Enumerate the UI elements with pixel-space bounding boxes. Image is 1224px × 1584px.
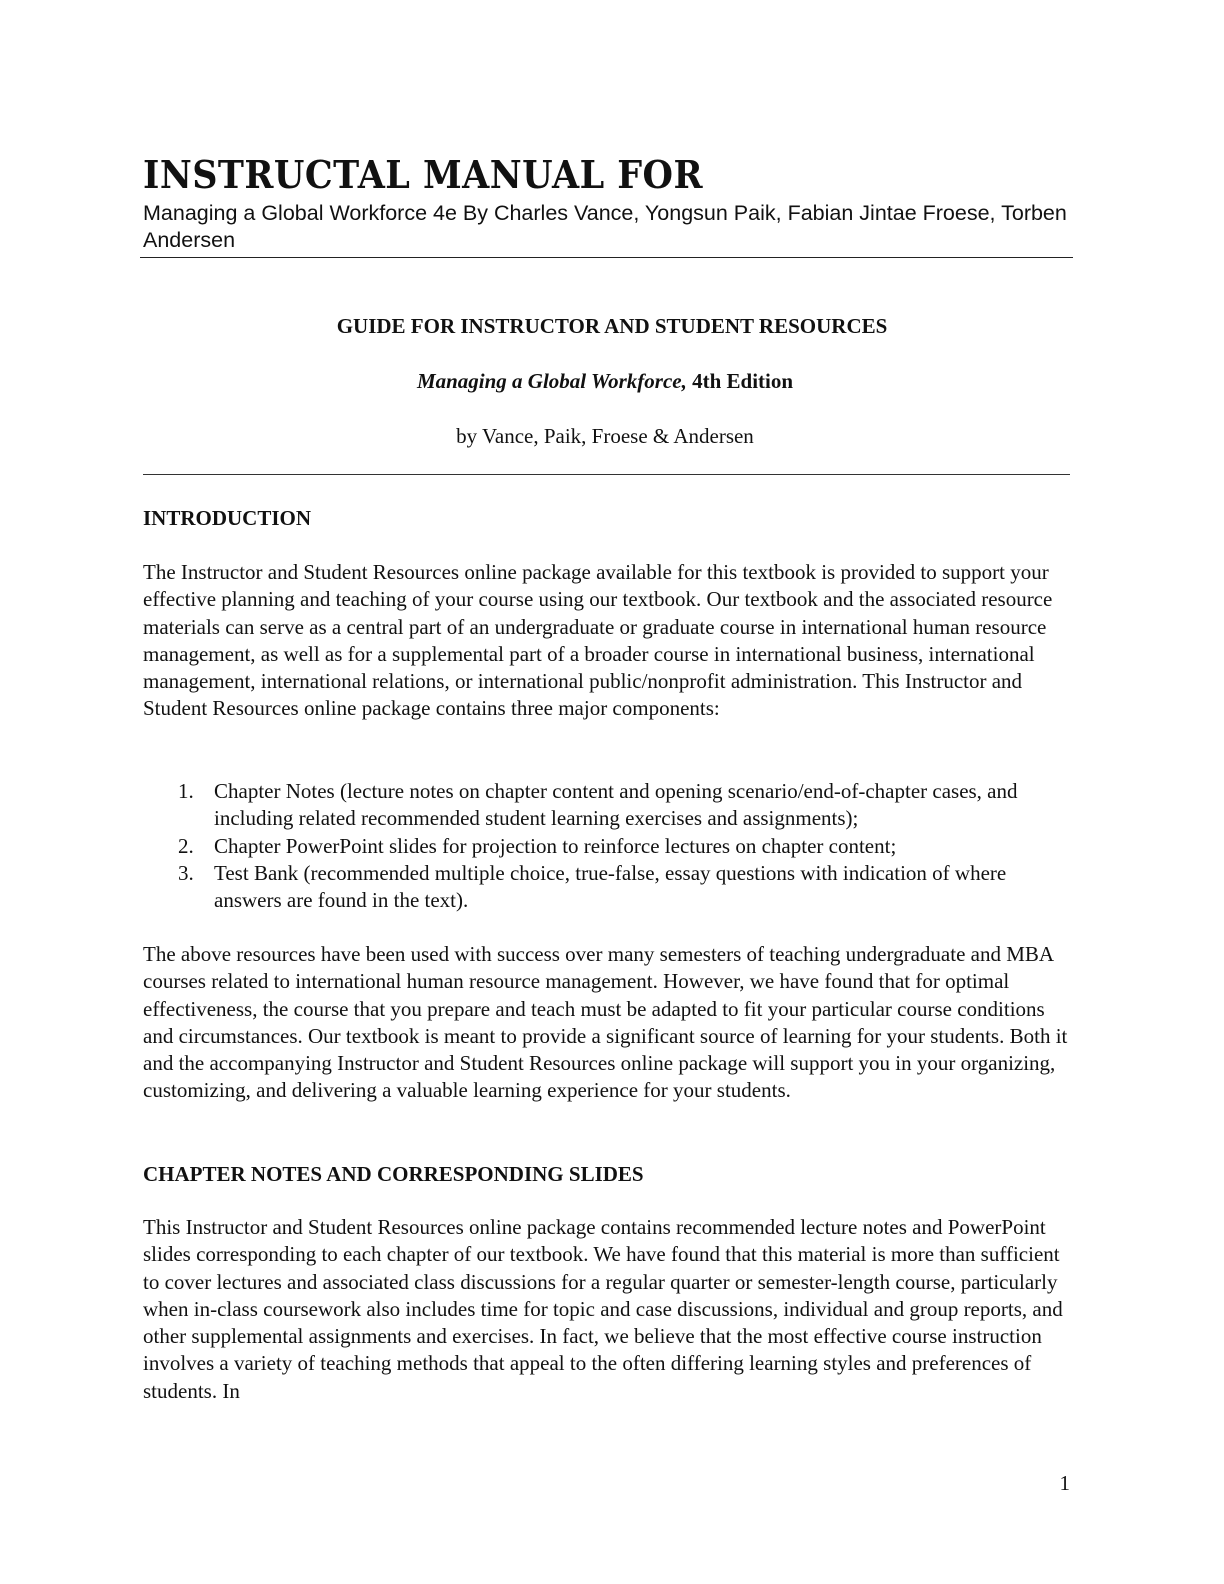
chapter-notes-paragraph: This Instructor and Student Resources online package contains recommended lecture notes and PowerPoint slides corresponding to each chapter of our textbook. We have found that this material is more than sufficient to cover lectures and associated class discussions for a regular quarter or semester-length course, particularly when in-class coursework also includes time for topic and case discussions, individual and group reports, and other supplemental assignments and exercises. In fact, we believe that the most effective course instruction involves a variety of teaching methods that appeal to the often differing learning styles and preferences of students. In xyxy=(143,1215,1063,1403)
book-authors: by Vance, Paik, Froese & Andersen xyxy=(456,424,754,448)
list-item xyxy=(143,778,1073,833)
list-item-number: 2. xyxy=(178,833,194,858)
book-title: Managing a Global Workforce, xyxy=(416,369,687,393)
list-item-number: 3. xyxy=(178,860,194,885)
introduction-heading: INTRODUCTION xyxy=(143,506,312,530)
list-item-text: Chapter Notes (lecture notes on chapter content and opening scenario/end-of-chapter cases, and including related recommended student learning exercises and assignments); xyxy=(214,779,1018,831)
list-item xyxy=(143,833,1073,860)
edition-label: 4th Edition xyxy=(686,369,794,393)
components-list xyxy=(143,778,1073,914)
list-item-number: 1. xyxy=(178,779,194,803)
list-item-text: Test Bank (recommended multiple choice, true-false, essay questions with indication of where answers are found in the text). xyxy=(214,860,1007,913)
guide-title: GUIDE FOR INSTRUCTOR AND STUDENT RESOURCES xyxy=(336,314,888,338)
introduction-paragraph-2: The above resources have been used with success over many semesters of teaching undergraduate and MBA courses related to international human resource management. However, we have found that for optimal effectiveness, the course that you prepare and teach must be adapted to fit your particular course conditions and circumstances. Our textbook is meant to provide a significant source of learning for your students. Both it and the accompanying Instructor and Student Resources online package will support you in your organizing, customizing, and delivering a valuable learning experience for your students. xyxy=(143,942,1068,1103)
manual-subtitle: Managing a Global Workforce 4e By Charles Vance, Yongsun Paik, Fabian Jintae Froese, Torben Andersen xyxy=(143,201,1067,252)
book-edition-line xyxy=(140,368,1070,394)
chapter-notes-heading: CHAPTER NOTES AND CORRESPONDING SLIDES xyxy=(143,1162,644,1186)
section-divider xyxy=(143,474,1070,475)
manual-title: INSTRUCTAL MANUAL FOR xyxy=(143,152,703,197)
page-number: 1 xyxy=(1059,1471,1070,1495)
list-item-text: Chapter PowerPoint slides for projection to reinforce lectures on chapter content; xyxy=(214,833,897,858)
list-item xyxy=(143,860,1073,915)
introduction-paragraph-1: The Instructor and Student Resources online package available for this textbook is provided to support your effective planning and teaching of your course using our textbook. Our textbook and the associated resource materials can serve as a central part of an undergraduate or graduate course in international human resource management, as well as for a supplemental part of a broader course in international business, international management, international relations, or international public/nonprofit administration. This Instructor and Student Resources online package contains three major components: xyxy=(143,560,1053,721)
header-divider xyxy=(140,257,1073,258)
